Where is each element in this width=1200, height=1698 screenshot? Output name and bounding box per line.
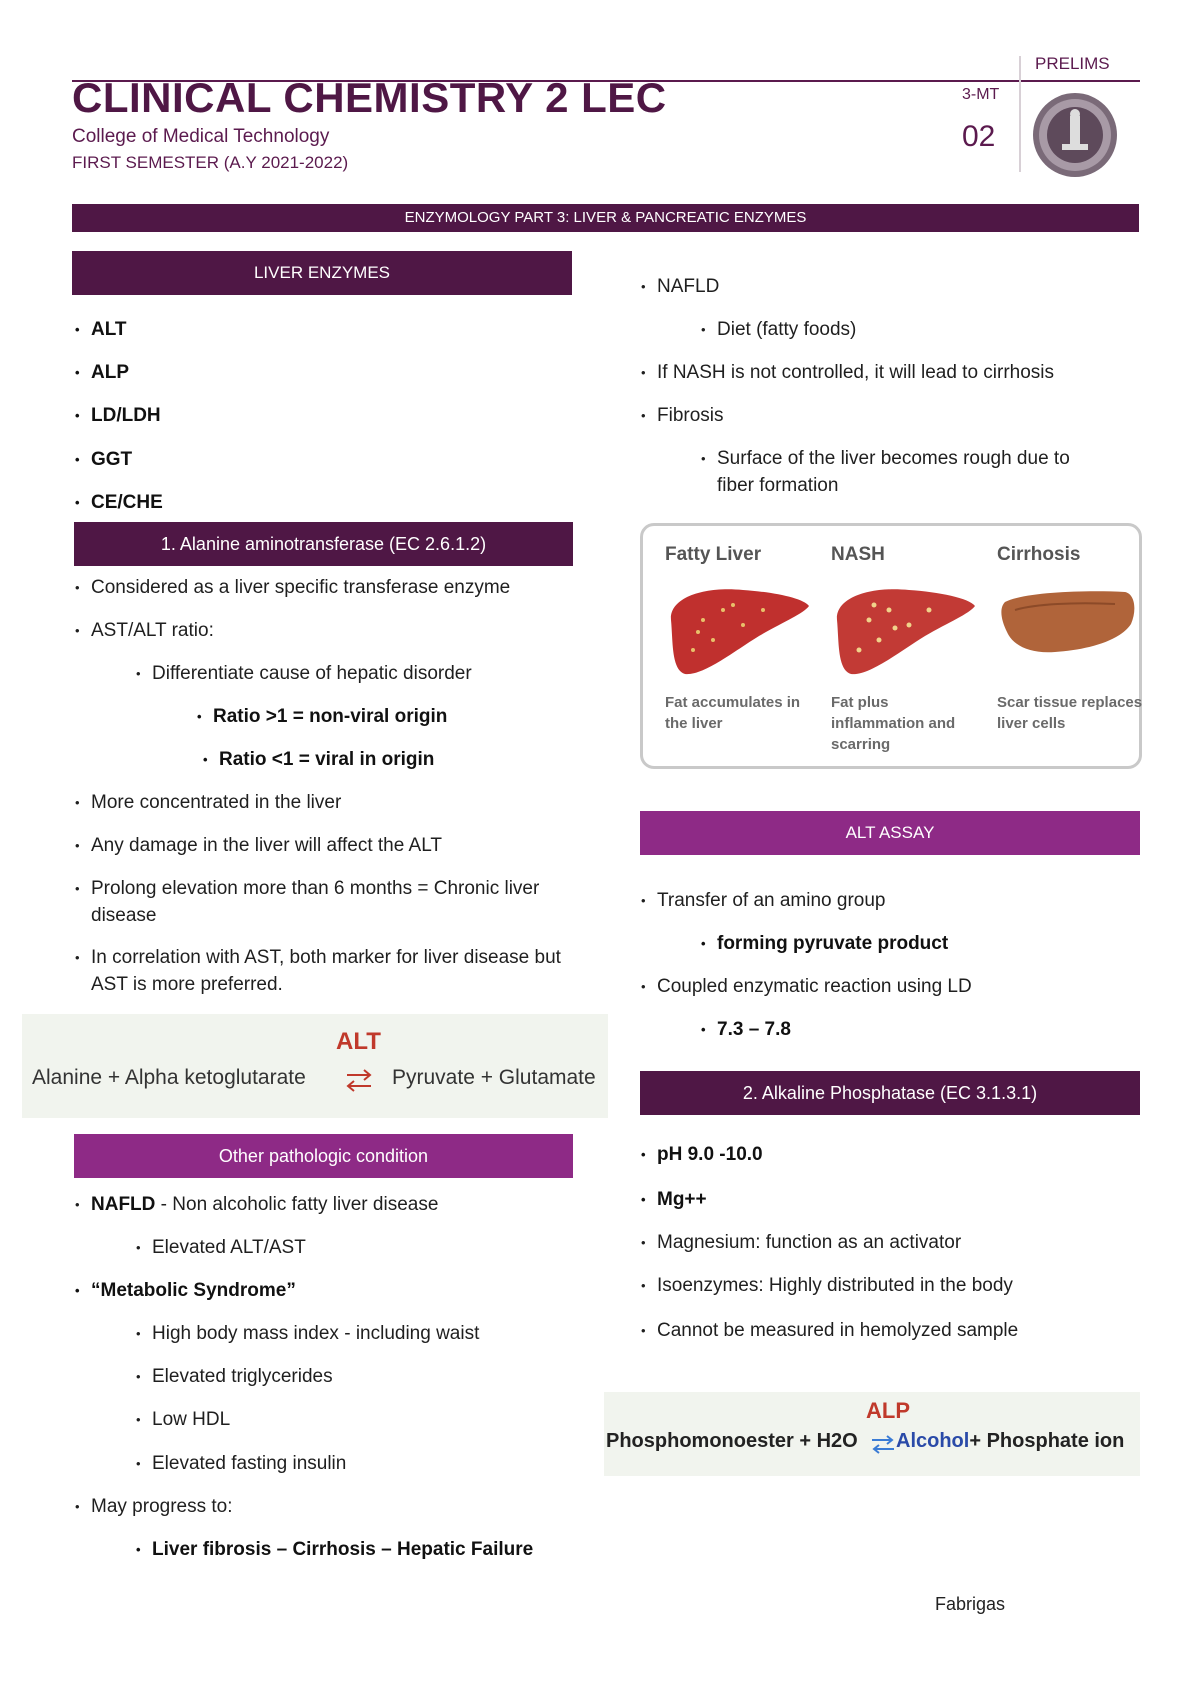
list-item <box>91 1191 438 1218</box>
alp-section-header <box>640 1071 1140 1115</box>
list-item: • LD/LDH <box>91 402 161 429</box>
other-condition-header <box>74 1134 573 1178</box>
list-item: • ALT <box>91 316 127 343</box>
alt-equation-figure <box>22 1014 608 1118</box>
nash-liver-icon <box>829 580 979 684</box>
other-condition-title: Other pathologic condition <box>218 1146 429 1166</box>
list-item: • Isoenzymes: Highly distributed in the body <box>657 1272 1013 1299</box>
alt-section-title: 1. Alanine aminotransferase (EC 2.6.1.2) <box>160 534 487 554</box>
college-seal-icon <box>1032 92 1118 178</box>
alp-enzyme-label: ALP <box>866 1398 910 1423</box>
list-item: • Mg++ <box>657 1186 707 1213</box>
nash-title: NASH <box>831 544 885 565</box>
list-item: • Differentiate cause of hepatic disorder <box>152 660 472 687</box>
fatty-liver-icon <box>663 580 813 684</box>
alt-equation-left: Alanine + Alpha ketoglutarate <box>32 1066 306 1089</box>
list-item: • AST/ALT ratio: <box>91 617 214 644</box>
alp-product-alcohol: Alcohol <box>896 1430 970 1452</box>
fatty-liver-desc: Fat accumulates in the liver <box>665 694 801 732</box>
list-item: • Considered as a liver specific transferase enzyme <box>91 574 510 601</box>
list-item: • Magnesium: function as an activator <box>657 1229 961 1256</box>
list-item: • ALP <box>91 359 129 386</box>
list-item: • CE/CHE <box>91 489 163 516</box>
liver-progression-figure <box>640 523 1142 769</box>
nafld-term: NAFLD <box>91 1194 156 1215</box>
semester-label: FIRST SEMESTER (A.Y 2021-2022) <box>72 153 349 172</box>
cirrhosis-desc: Scar tissue replaces liver cells <box>997 694 1143 732</box>
list-item: • Prolong elevation more than 6 months = Chronic liver disease <box>91 875 551 929</box>
liver-enzymes-header <box>72 251 572 295</box>
list-item: • NAFLD <box>657 273 719 300</box>
alt-assay-header <box>640 811 1140 855</box>
list-item: • In correlation with AST, both marker for liver disease but AST is more preferred. <box>91 944 571 998</box>
author-name: Fabrigas <box>935 1594 1006 1614</box>
prelims-label: PRELIMS <box>1035 54 1110 73</box>
reversible-arrow-icon <box>344 1066 374 1094</box>
list-item: • If NASH is not controlled, it will lead to cirrhosis <box>657 359 1054 386</box>
list-item: • Any damage in the liver will affect the ALT <box>91 832 442 859</box>
reversible-arrow-icon <box>870 1432 896 1456</box>
alp-equation-left: Phosphomonoester + H2O <box>606 1430 858 1452</box>
list-item: • More concentrated in the liver <box>91 789 341 816</box>
list-item: • forming pyruvate product <box>717 930 948 957</box>
cirrhosis-liver-icon <box>995 580 1145 684</box>
alp-product-phosphate: + Phosphate ion <box>969 1430 1125 1452</box>
list-item: • Elevated ALT/AST <box>152 1234 306 1261</box>
list-item: • Ratio >1 = non-viral origin <box>213 703 447 730</box>
section-banner: ENZYMOLOGY PART 3: LIVER & PANCREATIC ENZYMES <box>72 204 1139 232</box>
list-item: • Coupled enzymatic reaction using LD <box>657 973 972 1000</box>
list-item: • High body mass index - including waist <box>152 1320 479 1347</box>
header-divider <box>1019 56 1021 172</box>
list-item: • “Metabolic Syndrome” <box>91 1277 296 1304</box>
fatty-liver-panel <box>653 526 819 766</box>
nafld-definition: - Non alcoholic fatty liver disease <box>155 1194 439 1215</box>
college-name: College of Medical Technology <box>72 126 330 147</box>
cirrhosis-title: Cirrhosis <box>997 544 1081 565</box>
alp-equation-right <box>896 1430 1124 1453</box>
list-item: • Liver fibrosis – Cirrhosis – Hepatic Failure <box>152 1536 533 1563</box>
liver-enzymes-title: LIVER ENZYMES <box>253 263 391 282</box>
list-item: • pH 9.0 -10.0 <box>657 1141 763 1168</box>
alt-section-header <box>74 522 573 566</box>
list-item: • Elevated triglycerides <box>152 1363 333 1390</box>
section-code: 3-MT <box>962 86 1000 103</box>
fatty-liver-title: Fatty Liver <box>665 544 762 565</box>
list-item: • May progress to: <box>91 1493 233 1520</box>
nash-panel <box>819 526 985 766</box>
list-item: • Transfer of an amino group <box>657 887 885 914</box>
page-number: 02 <box>962 120 996 153</box>
list-item: • GGT <box>91 446 132 473</box>
list-item: • Ratio <1 = viral in origin <box>219 746 434 773</box>
list-item: • Fibrosis <box>657 402 724 429</box>
alp-section-title: 2. Alkaline Phosphatase (EC 3.1.3.1) <box>742 1083 1038 1103</box>
cirrhosis-panel <box>985 526 1151 766</box>
alt-enzyme-label: ALT <box>336 1028 381 1055</box>
alt-equation-right: Pyruvate + Glutamate <box>392 1066 596 1089</box>
list-item: • 7.3 – 7.8 <box>717 1016 791 1043</box>
list-item: • Cannot be measured in hemolyzed sample <box>657 1317 1018 1344</box>
list-item: • Surface of the liver becomes rough due to fiber formation <box>717 445 1107 499</box>
list-item: • Low HDL <box>152 1406 230 1433</box>
page-title: CLINICAL CHEMISTRY 2 LEC <box>72 74 667 121</box>
list-item: • Elevated fasting insulin <box>152 1450 346 1477</box>
alt-assay-title: ALT ASSAY <box>845 823 935 842</box>
list-item: • Diet (fatty foods) <box>717 316 856 343</box>
nash-desc: Fat plus inflammation and scarring <box>831 694 956 753</box>
alp-equation-figure <box>604 1392 1140 1476</box>
